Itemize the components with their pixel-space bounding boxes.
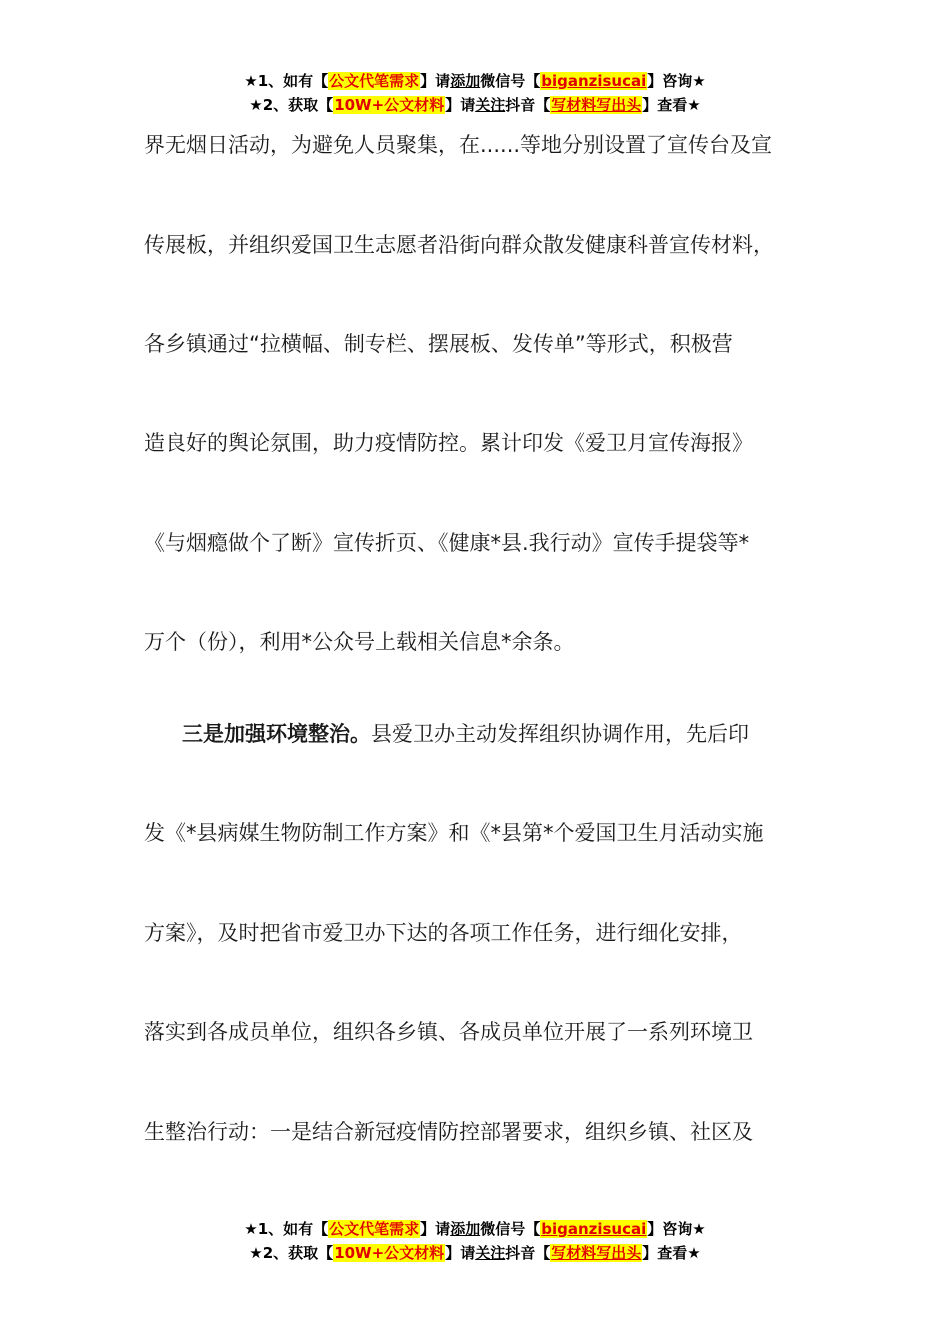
banner-line-2	[0, 1241, 950, 1265]
body-text-line: 界无烟日活动，为避免人员聚集，在......等地分别设置了宣传台及宣	[144, 133, 773, 157]
banner-highlight: 10W+公文材料	[334, 1244, 445, 1262]
banner-text: ★1、如有【	[244, 1220, 329, 1238]
banner-text: 】请	[420, 1220, 451, 1238]
banner-highlight: 10W+公文材料	[334, 96, 445, 114]
body-text-line: 万个（份），利用*公众号上载相关信息*余条。	[144, 630, 575, 654]
banner-text: 】请	[445, 1244, 476, 1262]
body-text-line: 造良好的舆论氛围，助力疫情防控。累计印发《爱卫月宣传海报》	[144, 431, 753, 455]
body-text: 县爱卫办主动发挥组织协调作用，先后印	[371, 722, 749, 746]
banner-text: ★1、如有【	[244, 72, 329, 90]
body-text-line: 发《*县病媒生物防制工作方案》和《*县第*个爱国卫生月活动实施	[144, 821, 764, 845]
banner-line-1	[0, 1217, 950, 1241]
banner-emphasis: 添加	[450, 72, 481, 90]
body-text-line: 落实到各成员单位，组织各乡镇、各成员单位开展了一系列环境卫	[144, 1020, 753, 1044]
banner-emphasis: 关注	[475, 96, 506, 114]
banner-highlight: 公文代笔需求	[329, 72, 420, 90]
header-banner	[0, 69, 950, 117]
douyin-account-link[interactable]: 写材料写出头	[551, 1244, 642, 1262]
banner-text: ★2、获取【	[249, 96, 334, 114]
banner-text: 抖音【	[505, 1244, 551, 1262]
banner-line-1	[0, 69, 950, 93]
banner-emphasis: 关注	[475, 1244, 506, 1262]
banner-text: 抖音【	[505, 96, 551, 114]
banner-text: 】咨询★	[647, 72, 706, 90]
body-text-line: 生整治行动：一是结合新冠疫情防控部署要求，组织乡镇、社区及	[144, 1120, 753, 1144]
banner-text: 】请	[420, 72, 451, 90]
banner-text: 】查看★	[642, 96, 701, 114]
douyin-account-link[interactable]: 写材料写出头	[551, 96, 642, 114]
banner-text: ★2、获取【	[249, 1244, 334, 1262]
wechat-id-link[interactable]: biganzisucai	[541, 72, 647, 90]
banner-text: 】查看★	[642, 1244, 701, 1262]
banner-text: 】请	[445, 96, 476, 114]
paragraph-heading: 三是加强环境整治。	[182, 722, 371, 746]
wechat-id-link[interactable]: biganzisucai	[541, 1220, 647, 1238]
banner-text: 微信号【	[480, 1220, 541, 1238]
paragraph-first-line	[182, 719, 749, 749]
body-text-line: 方案》，及时把省市爱卫办下达的各项工作任务，进行细化安排，	[144, 921, 743, 945]
banner-text: 】咨询★	[647, 1220, 706, 1238]
banner-text: 微信号【	[480, 72, 541, 90]
body-text-line: 各乡镇通过“拉横幅、制专栏、摆展板、发传单”等形式，积极营	[144, 332, 733, 356]
body-text-line: 传展板，并组织爱国卫生志愿者沿街向群众散发健康科普宣传材料，	[144, 233, 774, 257]
banner-highlight: 公文代笔需求	[329, 1220, 420, 1238]
banner-line-2	[0, 93, 950, 117]
body-text-line: 《与烟瘾做个了断》宣传折页、《健康*县.我行动》宣传手提袋等*	[144, 531, 750, 555]
banner-emphasis: 添加	[450, 1220, 481, 1238]
footer-banner	[0, 1217, 950, 1265]
